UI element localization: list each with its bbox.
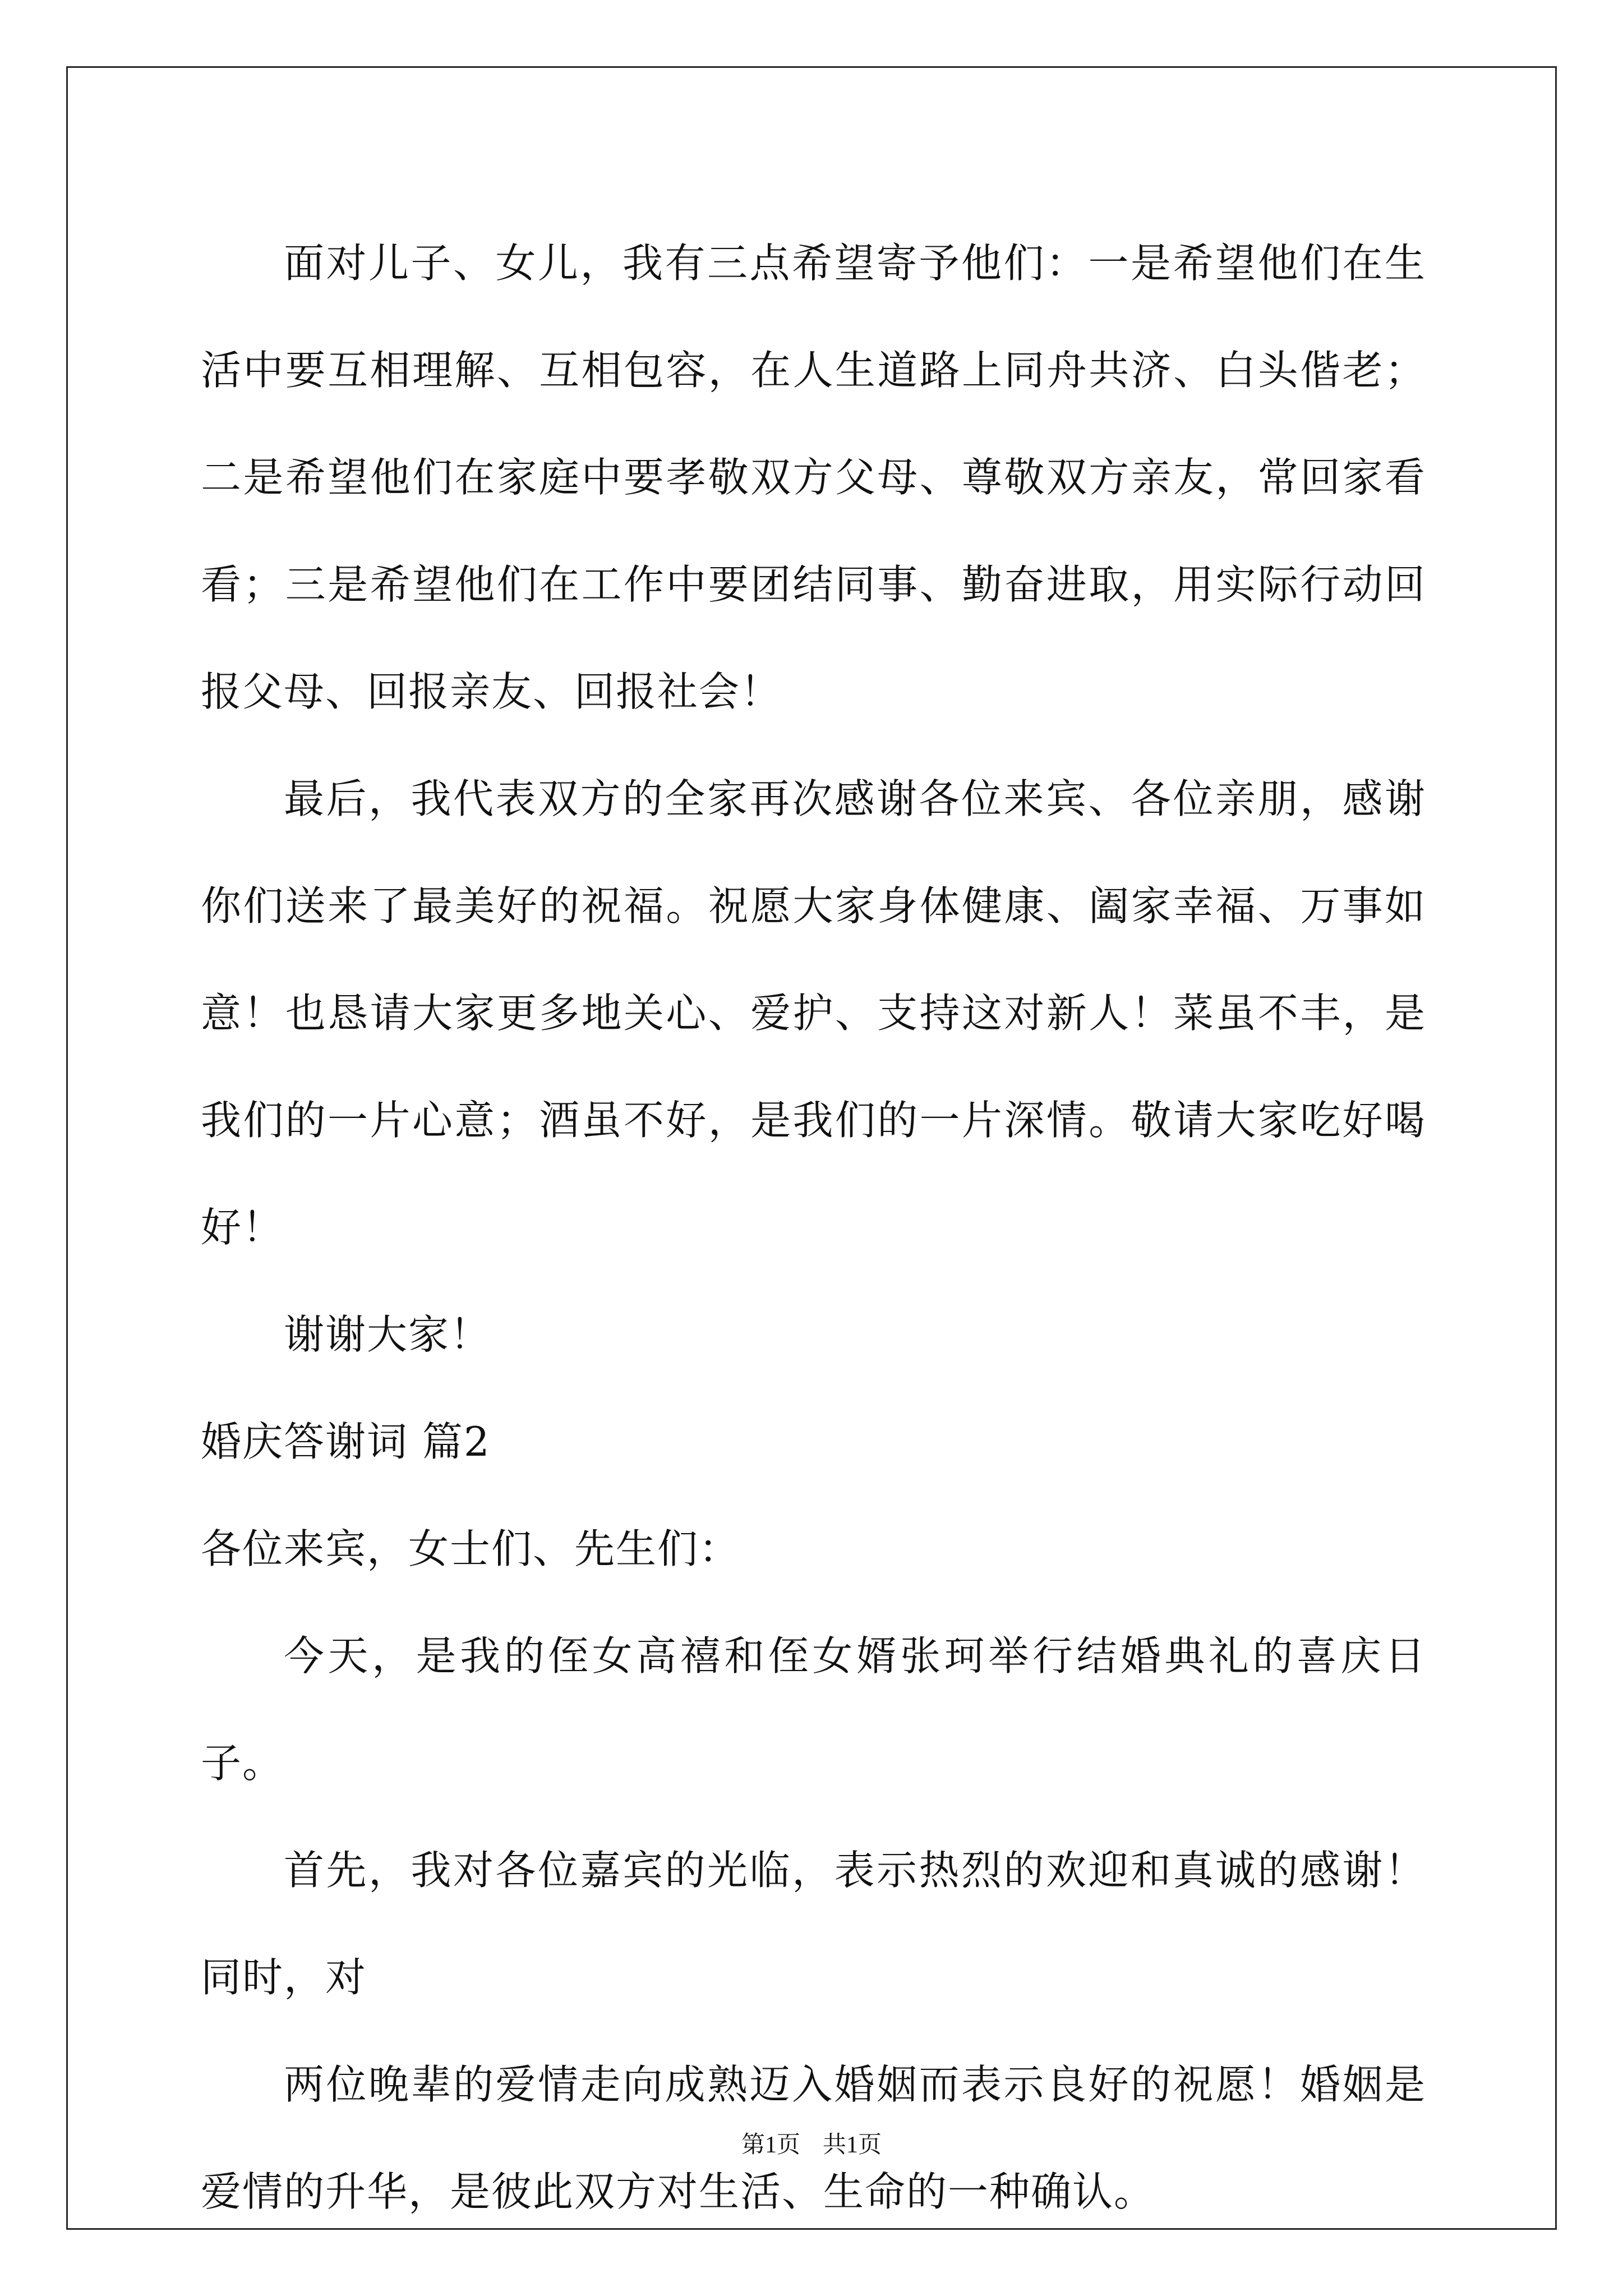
paragraph-hopes: 面对儿子、女儿，我有三点希望寄予他们：一是希望他们在生活中要互相理解、互相包容，在人生道路上同舟共济、白头偕老；二是希望他们在家庭中要孝敬双方父母、尊敬双方亲友，常回家看看；三是希望他们在工作中要团结同事、勤奋进取，用实际行动回报父母、回报亲友、回报社会！: [201, 240, 1426, 715]
paragraph-closing: 谢谢大家！: [284, 1311, 492, 1358]
section-heading: 婚庆答谢词 篇2: [201, 1418, 491, 1465]
paragraph-thanks: 最后，我代表双方的全家再次感谢各位来宾、各位亲朋，感谢你们送来了最美好的祝福。祝愿大家身体健康、阖家幸福、万事如意！也恳请大家更多地关心、爱护、支持这对新人！菜虽不丰，是我们的一片心意；酒虽不好，是我们的一片深情。敬请大家吃好喝好！: [201, 775, 1426, 1251]
document-body: [201, 210, 1426, 2246]
salutation: 各位来宾，女士们、先生们：: [201, 1525, 741, 1572]
paragraph-today: 今天，是我的侄女高禧和侄女婿张珂举行结婚典礼的喜庆日子。: [201, 1632, 1426, 1787]
paragraph-welcome: 首先，我对各位嘉宾的光临，表示热烈的欢迎和真诚的感谢！同时，对: [201, 1847, 1426, 2001]
page-number-total: 共1页: [823, 2132, 882, 2158]
page-footer: [0, 2126, 1623, 2160]
page-number-current: 第1页: [741, 2132, 800, 2158]
paragraph-blessing: 两位晚辈的爱情走向成熟迈入婚姻而表示良好的祝愿！婚姻是爱情的升华，是彼此双方对生活、生命的一种确认。: [201, 2061, 1426, 2215]
